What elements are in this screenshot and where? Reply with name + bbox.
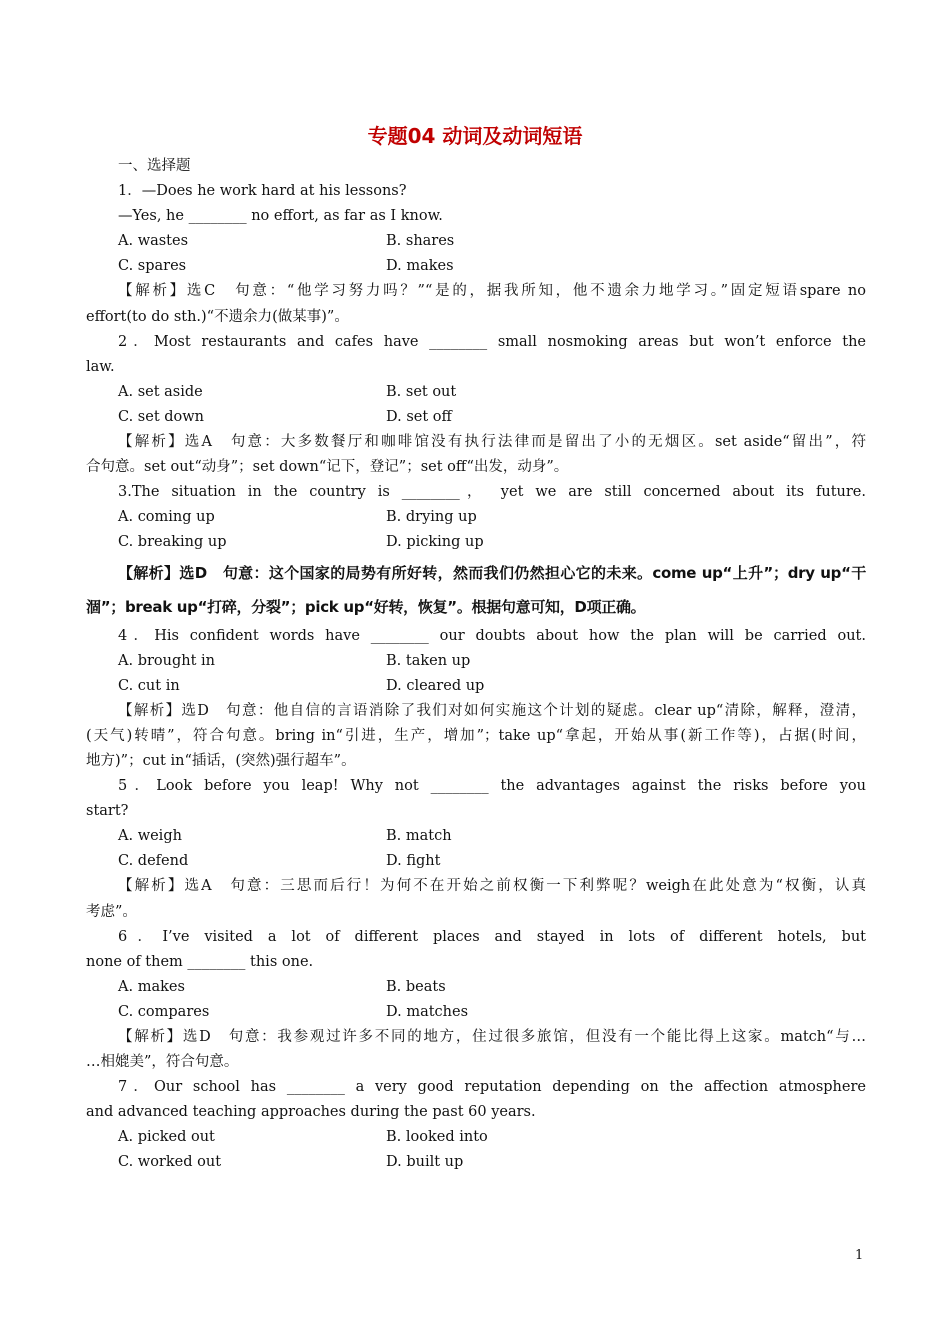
page-title: 专题04 动词及动词短语 (367, 124, 583, 148)
text-line: 5．Look before you leap! Why not ________ the advantages against the risks before you (118, 778, 866, 795)
answer-option: A. weigh (118, 828, 182, 845)
text-line: 2．Most restaurants and cafes have ________ small nosmoking areas but won’t enforce the (118, 333, 866, 350)
answer-option: A. picked out (118, 1129, 215, 1146)
text-line: 7．Our school has ________ a very good reputation depending on the affection atmosphere (118, 1079, 866, 1096)
answer-options-row (86, 824, 866, 849)
analysis-line: 【解析】选D 句意：我参观过许多不同的地方，住过很多旅馆，但没有一个能比得上这家。match“与… (118, 1029, 866, 1045)
analysis-line: 【解析】选C 句意：“他学习努力吗？”“是的，据我所知，他不遗余力地学习。”固定短语spare no (118, 283, 866, 300)
analysis-line: 【解析】选D 句意：他自信的言语消除了我们对如何实施这个计划的疑虑。clear up“清除，解释，澄清， (118, 702, 866, 719)
answer-option: C. spares (118, 258, 187, 275)
answer-option: A. set aside (118, 383, 203, 400)
answer-option: D. picking up (386, 534, 484, 551)
answer-options-row (86, 530, 866, 555)
answer-option: B. taken up (386, 652, 471, 669)
text-line: law. (86, 358, 115, 375)
answer-option: C. breaking up (118, 534, 227, 551)
page-number: 1 (855, 1248, 864, 1263)
answer-options-row (86, 649, 866, 674)
answer-options-row (86, 1000, 866, 1025)
answer-options-row (86, 380, 866, 405)
answer-options-row (86, 405, 866, 430)
answer-option: B. drying up (386, 509, 477, 526)
answer-option: D. matches (386, 1003, 469, 1020)
answer-option: A. coming up (118, 509, 215, 526)
text-line: 地方)”；cut in“插话，(突然)强行超车”。 (86, 752, 356, 769)
answer-option: D. built up (386, 1154, 464, 1171)
answer-options-row (86, 254, 866, 279)
text-line: —Yes, he ________ no effort, as far as I know. (118, 208, 443, 225)
answer-option: B. looked into (386, 1129, 488, 1146)
answer-option: C. set down (118, 408, 205, 425)
answer-option: D. fight (386, 853, 441, 870)
text-line: 3.The situation in the country is ________， yet we are still concerned about its future. (118, 484, 866, 501)
answer-option: A. makes (118, 978, 185, 995)
text-line: start? (86, 803, 129, 820)
text-line: 涸”；break up“打碎，分裂”；pick up“好转，恢复”。根据句意可知，D项正确。 (86, 597, 646, 616)
answer-options-row (86, 229, 866, 254)
analysis-line: 【解析】选A 句意：大多数餐厅和咖啡馆没有执行法律而是留出了小的无烟区。set aside“留出”，符 (118, 434, 866, 451)
text-line: effort(to do sth.)“不遗余力(做某事)”。 (86, 308, 349, 325)
text-line: 4．His confident words have ________ our doubts about how the plan will be carried out. (118, 627, 866, 644)
answer-option: D. makes (386, 258, 454, 275)
analysis-line: 【解析】选D 句意：这个国家的局势有所好转，然而我们仍然担心它的未来。come up“上升”；dry up“干 (118, 563, 866, 582)
section-heading: 一、选择题 (118, 158, 191, 174)
answer-option: C. defend (118, 853, 189, 870)
answer-options-row (86, 1150, 866, 1175)
answer-option: A. brought in (118, 652, 216, 669)
text-line: 考虑”。 (86, 903, 137, 920)
text-line: 合句意。set out“动身”；set down“记下，登记”；set off“出发，动身”。 (86, 459, 569, 476)
analysis-line: 【解析】选A 句意：三思而后行！为何不在开始之前权衡一下利弊呢？weigh在此处意为“权衡，认真 (118, 878, 866, 895)
answer-options-row (86, 505, 866, 530)
answer-option: B. set out (386, 383, 457, 400)
answer-option: C. worked out (118, 1154, 222, 1171)
answer-options-row (86, 674, 866, 699)
answer-options-row (86, 1125, 866, 1150)
answer-option: B. shares (386, 233, 455, 250)
answer-options-row (86, 975, 866, 1000)
text-line: (天气)转晴”，符合句意。bring in“引进，生产，增加”；take up“拿起，开始从事(新工作等)，占据(时间， (86, 727, 866, 744)
answer-option: D. set off (386, 408, 452, 425)
answer-option: A. wastes (118, 233, 189, 250)
text-line: and advanced teaching approaches during the past 60 years. (86, 1104, 536, 1121)
answer-option: B. beats (386, 978, 446, 995)
document-body (86, 154, 866, 1176)
text-line: 1．—Does he work hard at his lessons? (118, 183, 407, 200)
text-line: 6．I’ve visited a lot of different places and stayed in lots of different hotels, but (118, 928, 866, 945)
text-line: none of them ________ this one. (86, 953, 314, 970)
answer-option: B. match (386, 828, 452, 845)
answer-option: C. cut in (118, 677, 180, 694)
text-line: …相媲美”，符合句意。 (86, 1054, 239, 1071)
answer-option: C. compares (118, 1003, 210, 1020)
answer-option: D. cleared up (386, 677, 485, 694)
answer-options-row (86, 849, 866, 874)
